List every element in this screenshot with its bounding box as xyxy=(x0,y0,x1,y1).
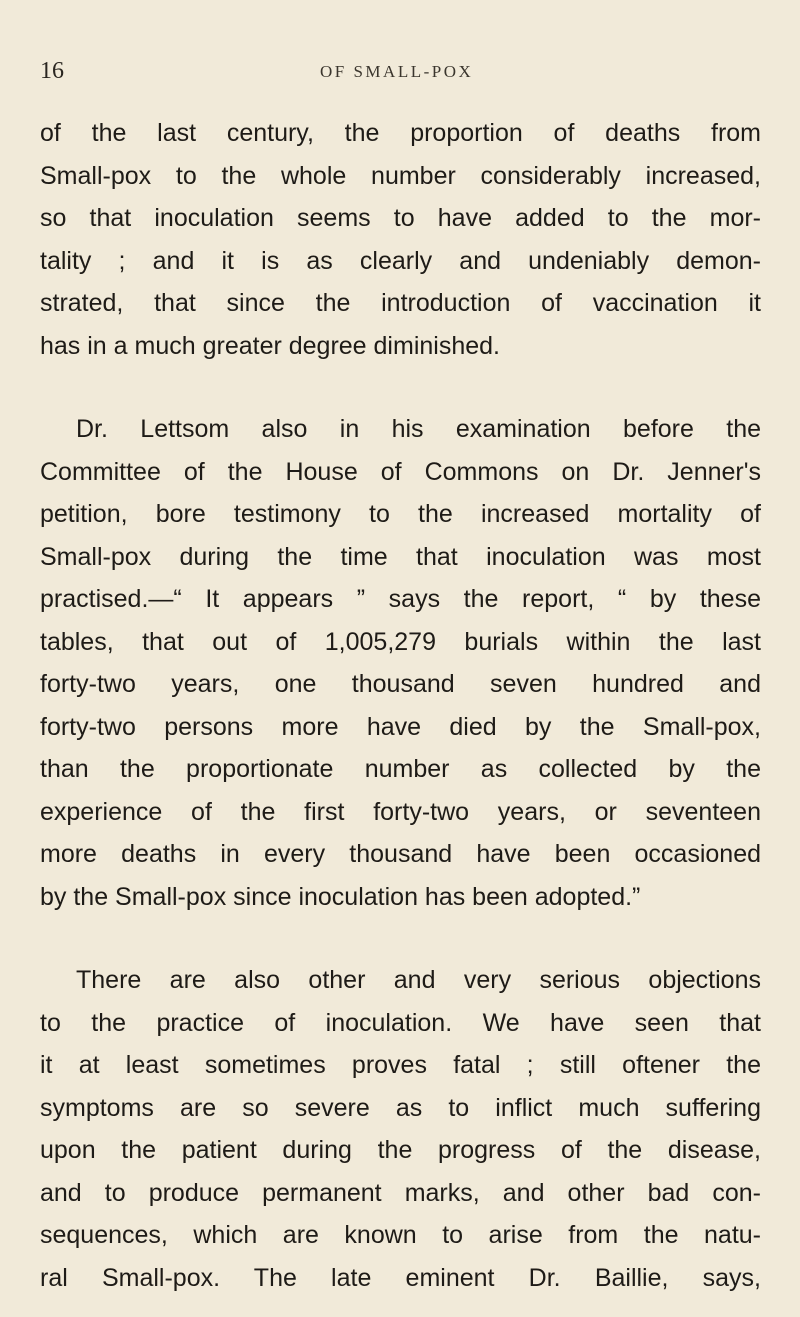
text-line: experience of the first forty-two years, or seventeen xyxy=(40,797,761,826)
text-line: symptoms are so severe as to inflict much suffering xyxy=(40,1093,761,1122)
text-line: and to produce permanent marks, and other bad con- xyxy=(40,1178,761,1207)
text-line: tables, that out of 1,005,279 burials within the last xyxy=(40,627,761,656)
text-line: There are also other and very serious objections xyxy=(76,966,761,994)
text-line: Committee of the House of Commons on Dr. Jenner's xyxy=(40,457,761,486)
running-title: OF SMALL-POX xyxy=(320,62,474,81)
page-number: 16 xyxy=(40,58,64,84)
text-line: more deaths in every thousand have been occasioned xyxy=(40,840,761,868)
text-line: forty-two persons more have died by the Small-pox, xyxy=(40,712,761,741)
paragraph-gap xyxy=(40,918,761,959)
text-line: than the proportionate number as collected by the xyxy=(40,755,761,783)
text-line: it at least sometimes proves fatal ; still oftener the xyxy=(40,1051,761,1079)
text-line: upon the patient during the progress of the disease, xyxy=(40,1136,761,1164)
paragraph-1 xyxy=(40,112,761,367)
paragraph-3 xyxy=(40,959,761,1299)
text-line: by the Small-pox since inoculation has been adopted.” xyxy=(40,882,641,911)
running-head xyxy=(40,56,760,86)
body-text xyxy=(40,112,761,1299)
text-line: of the last century, the proportion of deaths from xyxy=(40,119,761,147)
text-line: to the practice of inoculation. We have seen that xyxy=(40,1008,761,1037)
text-line: ral Small-pox. The late eminent Dr. Baillie, says, xyxy=(40,1263,761,1292)
text-line: so that inoculation seems to have added to the mor- xyxy=(40,204,761,232)
text-line: has in a much greater degree diminished. xyxy=(40,331,500,360)
text-line: Small-pox during the time that inoculation was most xyxy=(40,542,761,571)
text-line: sequences, which are known to arise from the natu- xyxy=(40,1221,761,1249)
text-line: tality ; and it is as clearly and undeniably demon- xyxy=(40,246,761,275)
text-line: practised.—“ It appears ” says the report, “ by these xyxy=(40,585,761,613)
paragraph-gap xyxy=(40,367,761,408)
text-line: Small-pox to the whole number considerably increased, xyxy=(40,161,761,190)
text-line: forty-two years, one thousand seven hundred and xyxy=(40,670,761,698)
text-line: strated, that since the introduction of vaccination it xyxy=(40,289,761,317)
text-line: Dr. Lettsom also in his examination before the xyxy=(76,415,761,443)
text-line: petition, bore testimony to the increased mortality of xyxy=(40,500,761,528)
paragraph-2 xyxy=(40,408,761,918)
